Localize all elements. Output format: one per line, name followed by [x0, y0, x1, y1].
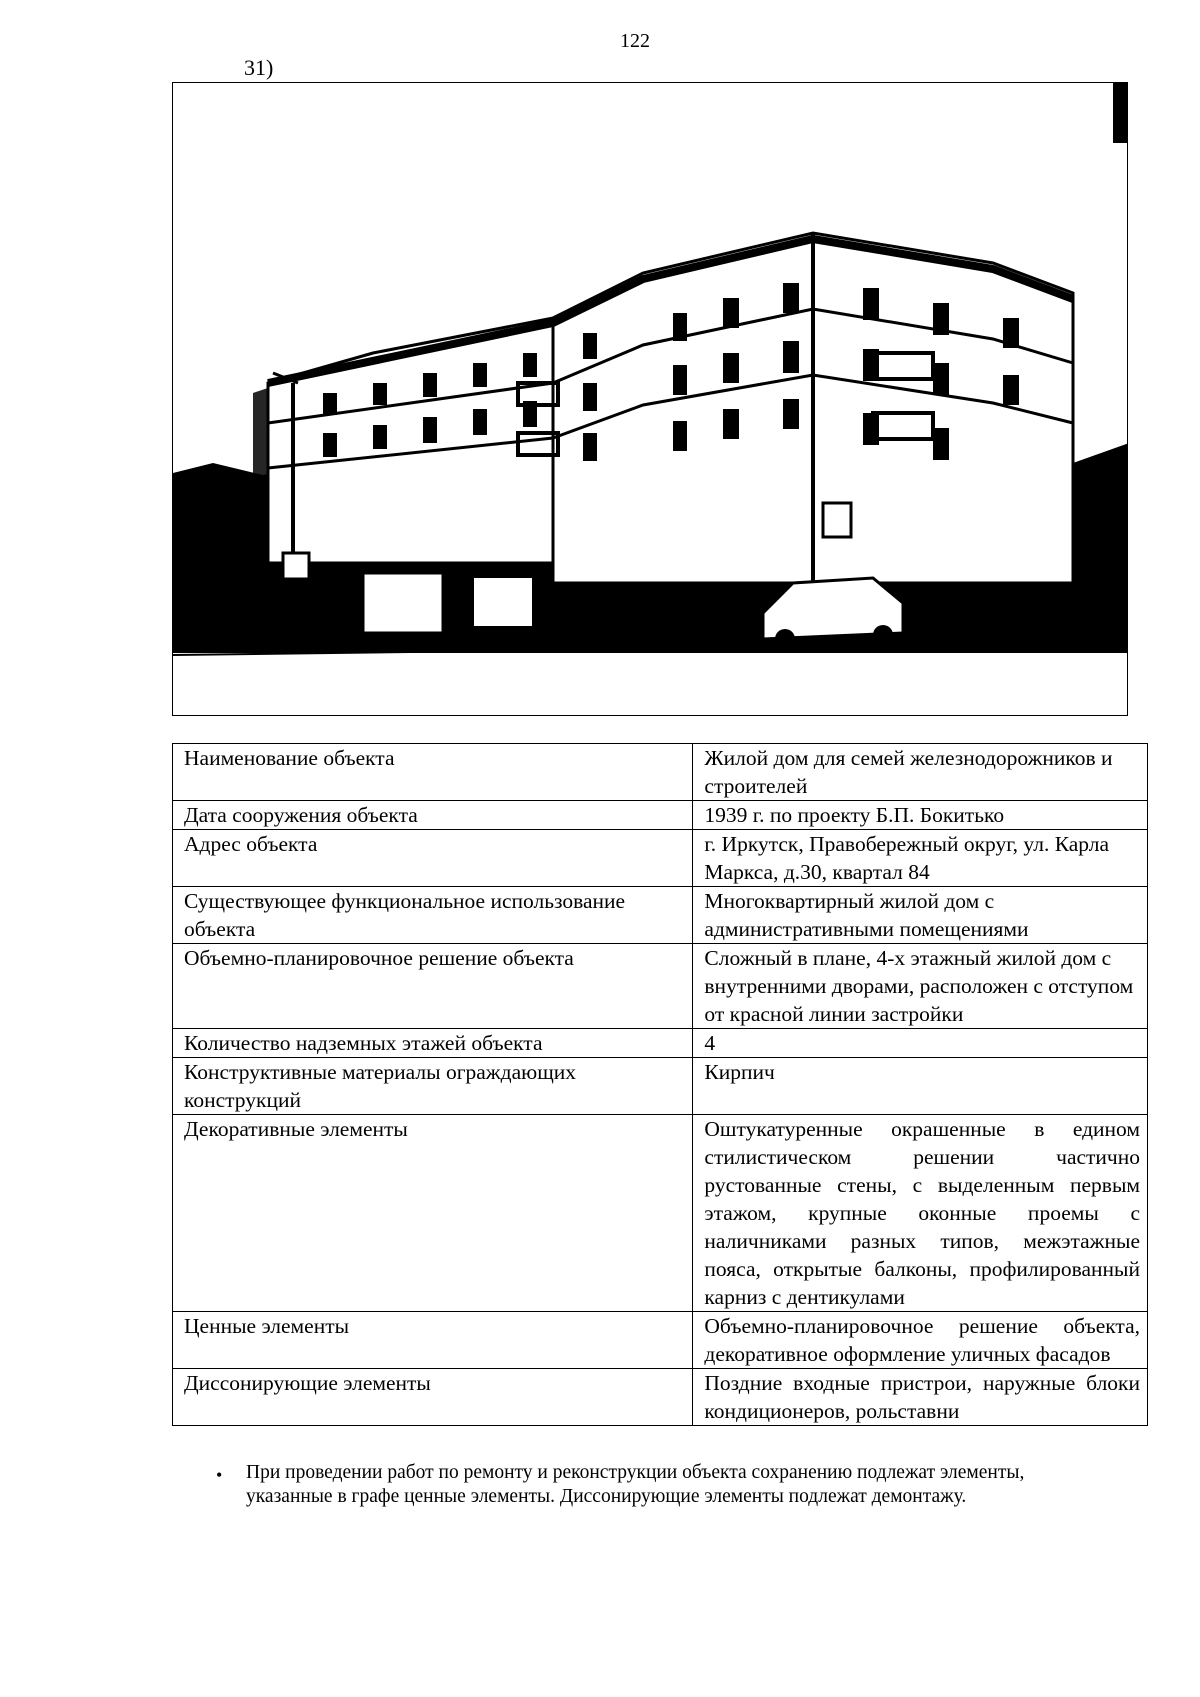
value-cell: Жилой дом для семей железнодорожников и строителей — [693, 744, 1148, 801]
bullet-note — [216, 1461, 1096, 1509]
table-row — [173, 1029, 1148, 1058]
table-row — [173, 944, 1148, 1029]
value-cell: Многоквартирный жилой дом с административными помещениями — [693, 887, 1148, 944]
item-number: 31) — [244, 55, 274, 80]
label-cell: Дата сооружения объекта — [173, 801, 693, 830]
building-photo — [172, 82, 1128, 716]
value-cell: 1939 г. по проекту Б.П. Бокитько — [693, 801, 1148, 830]
label-cell: Объемно-планировочное решение объекта — [173, 944, 693, 1029]
table-row — [173, 830, 1148, 887]
value-cell: Оштукатуренные окрашенные в едином стилистическом решении частично рустованные стены, с выделенным первым этажом, крупные оконные проемы с наличниками разных типов, межэтажные пояса, открытые балконы, профилированный карниз с дентикулами — [693, 1115, 1148, 1312]
label-cell: Ценные элементы — [173, 1312, 693, 1369]
note-text: При проведении работ по ремонту и реконструкции объекта сохранению подлежат элементы, указанные в графе ценные элементы. Диссонирующие элементы подлежат демонтажу. — [246, 1462, 1025, 1507]
label-cell: Декоративные элементы — [173, 1115, 693, 1312]
label-cell: Количество надземных этажей объекта — [173, 1029, 693, 1058]
table-row — [173, 801, 1148, 830]
value-cell: Кирпич — [693, 1058, 1148, 1115]
table-row — [173, 887, 1148, 944]
label-cell: Конструктивные материалы ограждающих конструкций — [173, 1058, 693, 1115]
value-cell: г. Иркутск, Правобережный округ, ул. Карла Маркса, д.30, квартал 84 — [693, 830, 1148, 887]
value-cell: 4 — [693, 1029, 1148, 1058]
value-cell: Сложный в плане, 4-х этажный жилой дом с внутренними дворами, расположен с отступом от красной линии застройки — [693, 944, 1148, 1029]
label-cell: Существующее функциональное использование объекта — [173, 887, 693, 944]
label-cell: Адрес объекта — [173, 830, 693, 887]
table-row — [173, 1115, 1148, 1312]
label-cell: Наименование объекта — [173, 744, 693, 801]
value-cell: Объемно-планировочное решение объекта, декоративное оформление уличных фасадов — [693, 1312, 1148, 1369]
bullet-icon: • — [216, 1465, 223, 1485]
value-cell: Поздние входные пристрои, наружные блоки кондиционеров, рольставни — [693, 1369, 1148, 1426]
object-properties-table — [172, 743, 1148, 1426]
table-row — [173, 1312, 1148, 1369]
page-number: 122 — [620, 30, 650, 52]
table-row — [173, 744, 1148, 801]
label-cell: Диссонирующие элементы — [173, 1369, 693, 1426]
building-photo-icon — [173, 83, 1128, 716]
table-row — [173, 1058, 1148, 1115]
table-row — [173, 1369, 1148, 1426]
